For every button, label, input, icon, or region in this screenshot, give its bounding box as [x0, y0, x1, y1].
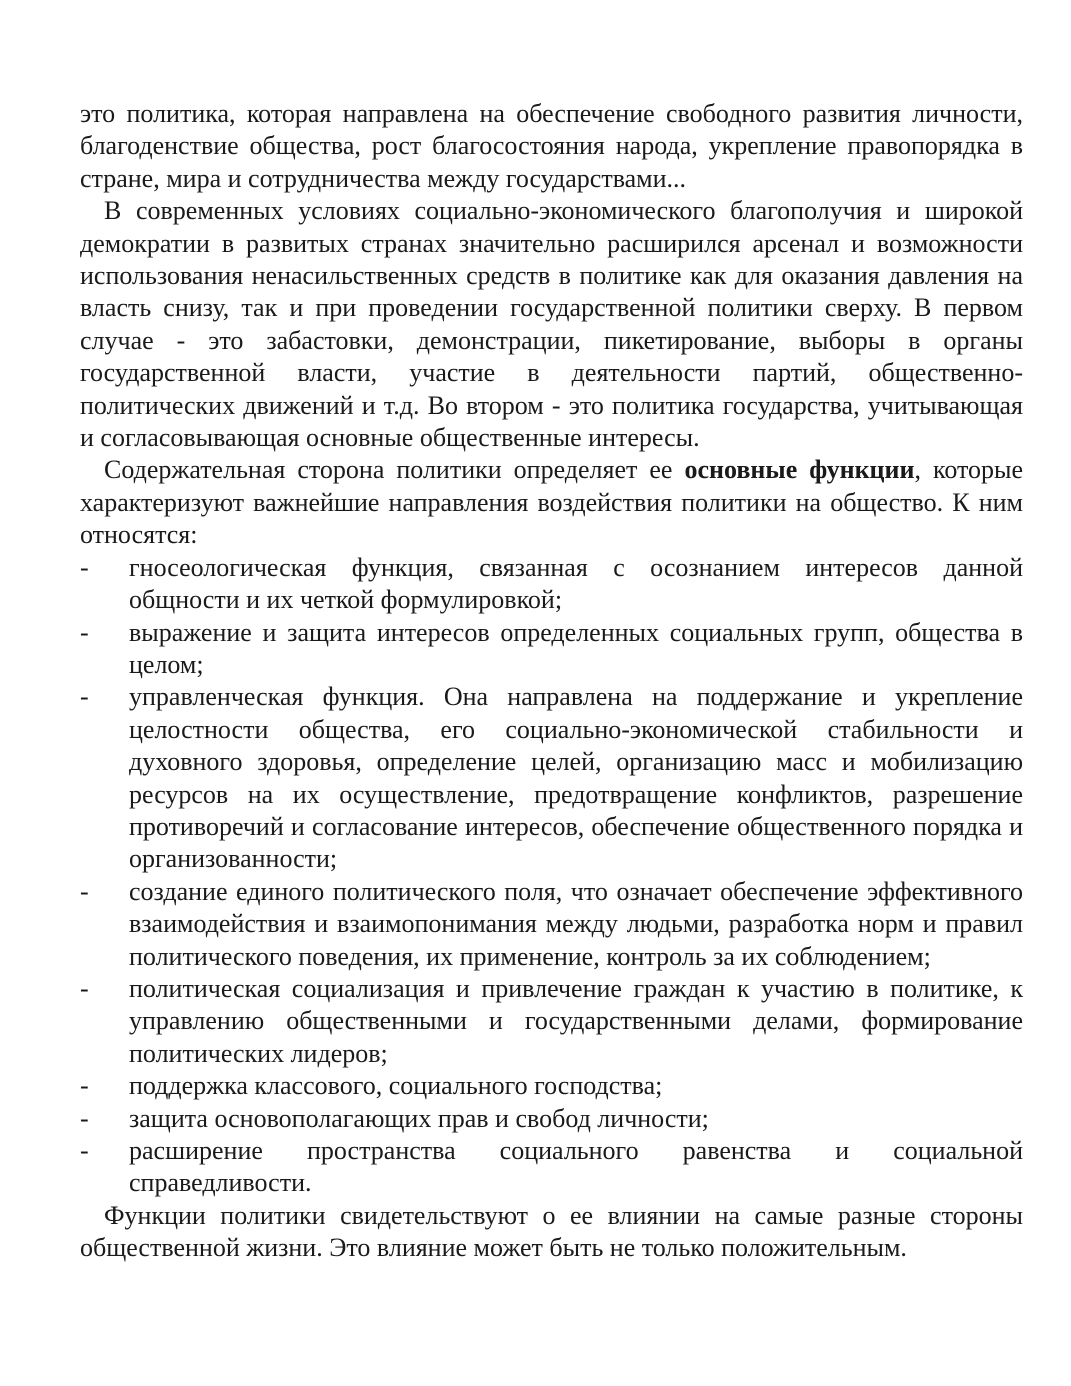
- bullet-dash: -: [80, 1071, 89, 1101]
- list-item: [80, 1070, 1023, 1102]
- paragraph-nonviolent-means: В современных условиях социально-экономического благополучия и широкой демократии в развитых странах значительно расширился арсенал и возможности использования ненасильственных средств в политике как для оказания давления на власть снизу, так и при проведении государственной политики сверху. В первом случае - это забастовки, демонстрации, пикетирование, выборы в органы государственной власти, участие в деятельности партий, общественно-политических движений и т.д. Во втором - это политика государства, учитывающая и согласовывающая основные общественные интересы.: [80, 196, 1023, 453]
- list-item-text: расширение пространства социального равенства и социальной справедливости.: [129, 1136, 1023, 1198]
- list-item: [80, 552, 1023, 617]
- list-item-text: управленческая функция. Она направлена на поддержание и укрепление целостности общества, его социально-экономической стабильности и духовного здоровья, определение целей, организацию масс и мобилизацию ресурсов на их осуществление, предотвращение конфликтов, разрешение противоречий и согласование интересов, обеспечение общественного порядка и организованности;: [129, 682, 1023, 874]
- functions-list: [80, 552, 1023, 1200]
- bullet-dash: -: [80, 617, 89, 647]
- functions-intro-text: Содержательная сторона политики определяет ее: [104, 455, 685, 485]
- list-item-text: политическая социализация и привлечение граждан к участию в политике, к управлению общественными и государственными делами, формирование политических лидеров;: [129, 973, 1023, 1068]
- list-item-text: гносеологическая функция, связанная с осознанием интересов данной общности и их четкой формулировкой;: [129, 552, 1023, 615]
- list-item: [80, 681, 1023, 875]
- paragraph-functions-intro: [80, 454, 1023, 551]
- list-item-text: поддержка классового, социального господства;: [129, 1071, 663, 1101]
- list-item-text: создание единого политического поля, что означает обеспечение эффективного взаимодействия и взаимопонимания между людьми, разработка норм и правил политического поведения, их применение, контроль за их соблюдением;: [129, 876, 1023, 971]
- bullet-dash: -: [80, 1103, 89, 1133]
- bullet-dash: -: [80, 1136, 89, 1165]
- bullet-dash: -: [80, 876, 89, 906]
- list-item: [80, 617, 1023, 682]
- bullet-dash: -: [80, 973, 89, 1003]
- paragraph-continuation: это политика, которая направлена на обеспечение свободного развития личности, благоденствие общества, рост благосостояния народа, укрепление правопорядка в стране, мира и сотрудничества между государствами...: [80, 99, 1023, 193]
- list-item-text: выражение и защита интересов определенных социальных групп, общества в целом;: [129, 617, 1023, 679]
- bullet-dash: -: [80, 682, 89, 712]
- functions-intro-text-end: , которые характеризуют важнейшие направления воздействия политики на общество. К ним относятся:: [80, 455, 1024, 550]
- paragraph-functions-influence: Функции политики свидетельствуют о ее влиянии на самые разные стороны общественной жизни. Это влияние может быть не только положительным.: [80, 1200, 1023, 1263]
- functions-term-bold: основные функции: [684, 455, 915, 485]
- bullet-dash: -: [80, 552, 89, 582]
- document-page: [80, 98, 1023, 1265]
- list-item: [80, 1103, 1023, 1135]
- list-item: [80, 1135, 1023, 1200]
- list-item: [80, 876, 1023, 973]
- list-item: [80, 973, 1023, 1070]
- list-item-text: защита основополагающих прав и свобод личности;: [129, 1103, 709, 1133]
